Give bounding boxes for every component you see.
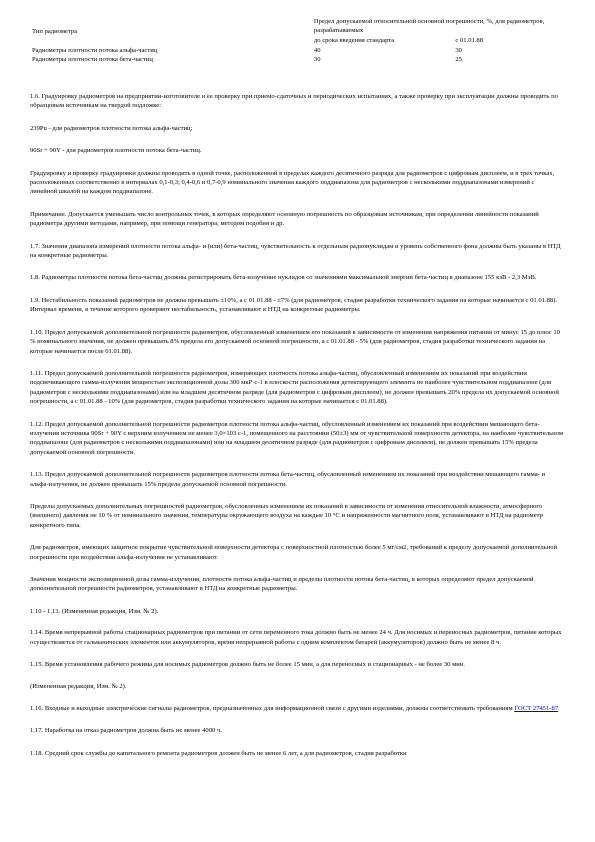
- table-row: [30, 55, 565, 64]
- table-header-row: [30, 17, 565, 36]
- table-subheader-row: [30, 36, 565, 45]
- gost-27451-link[interactable]: ГОСТ 27451-87: [514, 704, 559, 712]
- table-cell-after: 25: [455, 56, 462, 64]
- paragraph-limits: Пределы допускаемых дополнительных погрешностей радиометров, обусловленных изменением их показаний в зависимости от изменения относительной влажности, атмосферного (внешнего) давления не 10 % от номинального значения, температуры окружающего воздуха на каждые 10 °С и напряженности магнитного поля, устанавливают в НТД на радиометр конкретного типа.: [30, 502, 543, 529]
- paragraph-1-7: 1.7. Значения диапазона измерений плотности потока альфа- и (или) бета-частиц, чувствительность к отдельным радионуклидам и уровень собственного фона должны быть указаны в НТД на конкретные радиометры.: [30, 242, 561, 260]
- paragraph-note: Примечание. Допускается уменьшать число контрольных точек, в которых определяют основную погрешность по образцовым источникам, при определении линейности показаний радиометра другими методами, например, при помощи генератора, методом подобия и др.: [30, 210, 539, 228]
- paragraph-1-15: 1.15. Время установления рабочего режима для носимых радиометров должно быть не более 15 мин, а для переносных и стационарных - не более 30 мин.: [30, 661, 465, 669]
- paragraph-1-12: 1.12. Предел допускаемой дополнительной погрешности радиометров плотности потока альфа-частиц, обусловленный изменением их показаний при воздействии мешающего бета-излучения источника 90Sr + 90Y с верхним излучением не менее 3,0×103 с-1, помещенного на расстоянии (50±3) мм от чувствительной поверхности детектора, на наиболее чувствительном поддиапазоне (для радиометров с несколькими поддиапазонами) или на младшем десятичном разряде (для радиометров с цифровым дисплеем), не должен превышать 15% предела допускаемой основной погрешности.: [30, 420, 563, 456]
- paragraph-1-8: 1.8. Радиометры плотности потока бета-частиц должны регистрировать бета-излучение нуклидов со значениями максимальной энергии бета-частиц в диапазоне 155 кэВ - 2,3 МэВ.: [30, 274, 537, 282]
- table-row: [30, 46, 565, 55]
- paragraph-pu-source: 239Pu - для радиометров плотности потока альфа-частиц;: [30, 124, 193, 132]
- table-header-after: с 01.01.88: [455, 37, 484, 45]
- paragraph-1-14: 1.14. Время непрерывной работы стационарных радиометров при питании от сети переменного тока должно быть не менее 24 ч. Для носимых и переносных радиометров, питание которых осуществляется от гальванических элементов или аккумуляторов, время непрерывной работы с одним комплектом батарей (аккумуляторов) должно быть не менее 8 ч.: [30, 629, 562, 646]
- table-cell-before: 30: [313, 56, 321, 64]
- paragraph-sr-source: 90Sr + 90Y - для радиометров плотности потока бета-частиц.: [30, 147, 202, 155]
- paragraph-1-9: 1.9. Нестабильность показаний радиометров не должна превышать ±10%, а с 01.01.88 - ±7% (для радиометров, стадия разработки технического задания на которые начинается с 01.01.88). Интервал времени, в течение которого проверяют нестабильность, устанавливают в НТД на конкретные радиометры.: [30, 296, 558, 314]
- paragraph-1-10: 1.10. Предел допускаемой дополнительной погрешности радиометров, обусловленный изменением его показаний в зависимости от изменения напряжения питания от минус 15 до плюс 10 % номинального значения, не должен превышать 8% предела его допускаемой основной погрешности, а с 01.01.88 - 5% (для радиометров, стадия разработки технического задания на которые начинается после 01.01.88).: [30, 328, 560, 355]
- table-header-type: Тип радиометра: [32, 28, 78, 35]
- paragraph-revision-2: (Измененная редакция, Изм. № 2).: [30, 683, 127, 691]
- table-cell-after: 30: [455, 46, 462, 54]
- paragraph-1-16-text: 1.16. Входные и выходные электрические сигналы радиометров, предназначенных для информационной связи с другими изделиями, должны соответствовать требованиям: [30, 704, 515, 712]
- paragraph-covers: Для радиометров, имеющих защитное покрытие чувствительной поверхности детектора с поверхностной плотностью более 5 мг/см2, требований к пределу допускаемой дополнительной погрешности при воздействии альфа-излучения не устанавливают.: [30, 544, 558, 561]
- paragraph-1-16-end: .: [558, 704, 560, 712]
- paragraph-calibration: Градуировку и проверку градуировки должны проводить в одной точке, расположенной в пределах каждого десятичного разряда для радиометров с цифровым дисплеем, и в трех точках, расположенных соответственно в интервалах 0,1-0,3; 0,4-0,6 и 0,7-0,9 номинального значения каждого поддиапазона для радиометров с несколькими поддиапазонами измерений с линейной шкалой на каждом поддиапазоне.: [30, 169, 555, 196]
- paragraph-1-13: 1.13. Предел допускаемой дополнительной погрешности радиометров плотности потока бета-частиц, обусловленный изменением их показаний при воздействии мешающего гамма- и альфа-излучения, не должен превышать 15% предела допускаемой основной погрешности.: [30, 471, 546, 488]
- paragraph-1-17: 1.17. Наработка на отказ радиометров должна быть не менее 4000 ч.: [30, 727, 222, 735]
- document-body: [30, 92, 563, 771]
- paragraph-values: Значения мощности экспозиционной дозы гамма-излучения, плотности потока альфа-частиц и пределы плотности потока бета-частиц, в которых определяют предел допускаемой дополнительной погрешности радиометров, устанавливают в НТД на конкретные радиометры.: [30, 576, 534, 593]
- table-cell-type: Радиометры плотности потока бета-частиц: [32, 56, 153, 64]
- paragraph-1-16: [30, 704, 563, 713]
- table-header-limit: Предел допускаемой относительной основной погрешности, %, для радиометров, разрабатываемых: [313, 18, 545, 35]
- accuracy-table: [30, 17, 565, 65]
- paragraph-1-11: 1.11. Предел допускаемой дополнительной погрешности радиометров, измеряющих плотность потока альфа-частиц, обусловленный изменением их показаний при воздействии подсвечивающего гамма-излучения мощностью экспозиционной дозы 300 мкР·с-1 в плоскости расположения детектирующего элемента не наиболее чувствительном поддиапазоне (для радиометров с несколькими поддиапазонами) или на младшем десятичном разряде (для радиометров с цифровым дисплеем), не должен превышать 20% предела их допускаемой основной погрешности, а с 01.01.88 - 10% (для радиометров, стадия разработки технического задания на которые начинается с 01.01.88).: [30, 369, 559, 406]
- table-cell-type: Радиометры плотности потока альфа-частиц: [32, 46, 158, 54]
- paragraph-1-18: 1.18. Средний срок службы до капитального ремонта радиометров должен быть не менее 6 лет, а для радиометров, стадия разработки: [30, 749, 407, 757]
- paragraph-1-6: 1.6. Градуировку радиометров на предприятии-изготовителе и ее проверку при приемо-сдаточных и периодических испытаниях, а также проверку при эксплуатации должны проводить по образцовым источникам на твердой подложке:: [30, 93, 558, 110]
- paragraph-revision-1: 1.10 - 1.13. (Измененная редакция, Изм. № 2).: [30, 607, 159, 615]
- table-header-before: до срока введения стандарта: [313, 37, 395, 45]
- table-cell-before: 40: [313, 46, 321, 54]
